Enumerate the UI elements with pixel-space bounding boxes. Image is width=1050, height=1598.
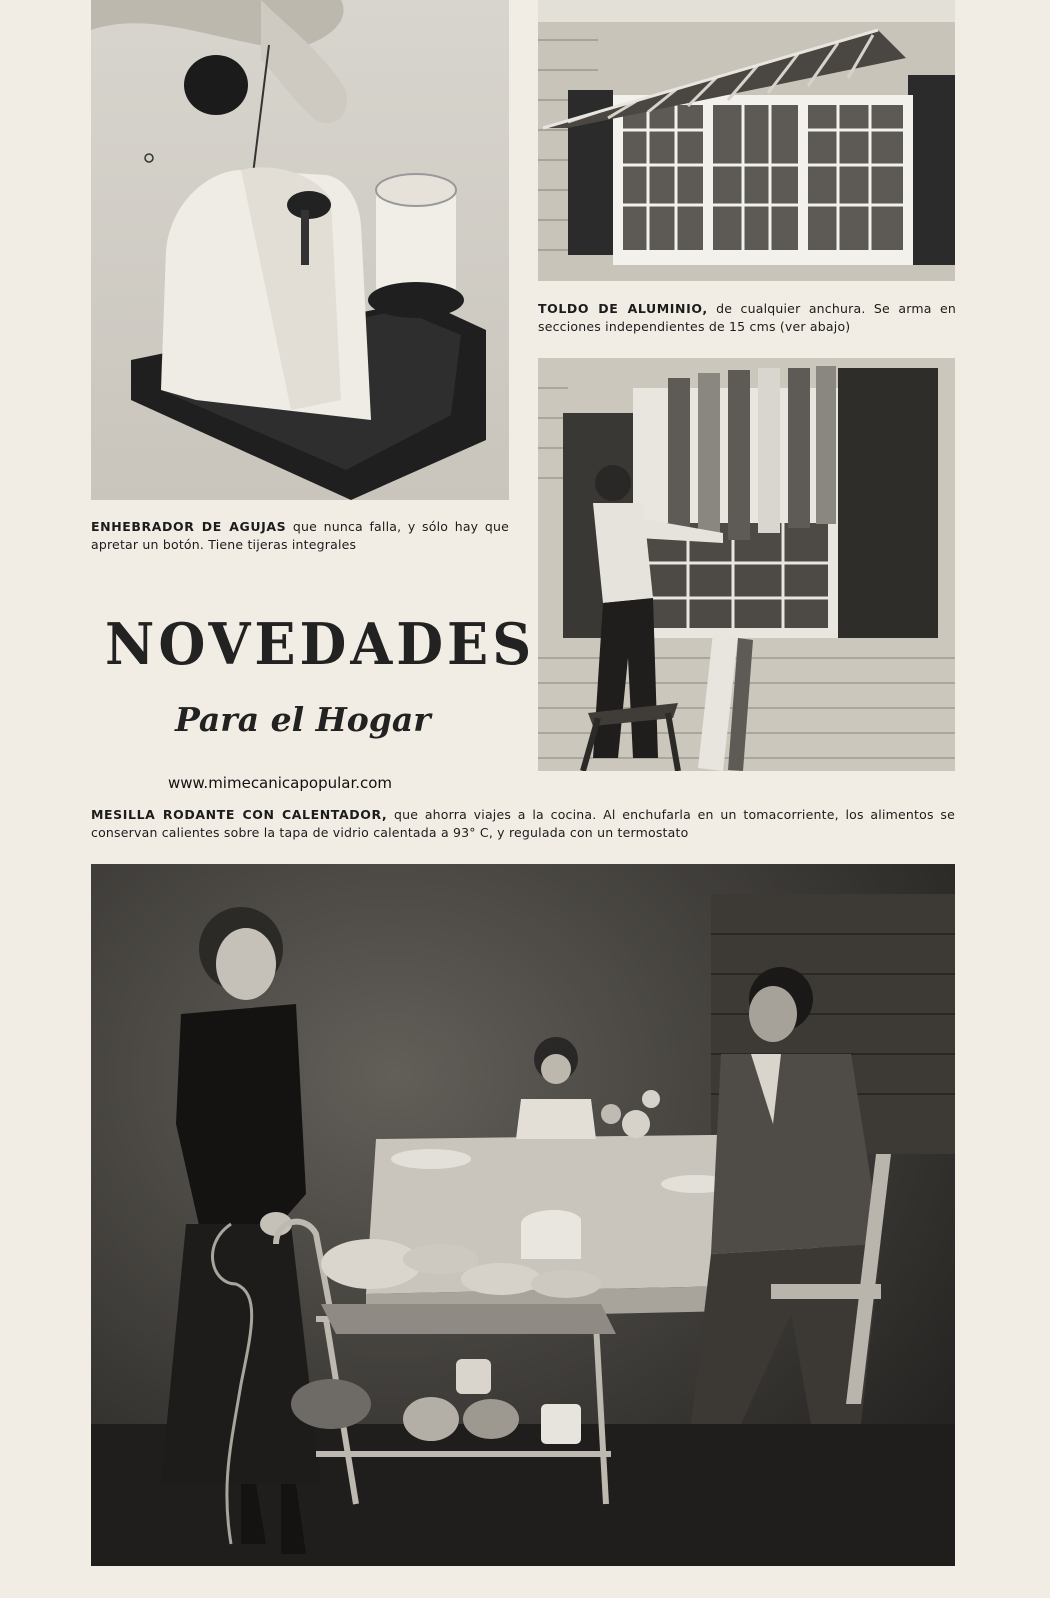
threader-caption	[91, 518, 509, 554]
page-title: NOVEDADES	[105, 610, 536, 678]
awning-caption-title: TOLDO DE ALUMINIO,	[538, 301, 708, 316]
cart-caption-text: que ahorra viajes a la cocina. Al enchufarla en un tomacorriente, los alimentos se conservan calientes sobre la tapa de vidrio calentada a 93° C, y regulada con un termostato	[91, 807, 955, 840]
cart-caption	[91, 806, 955, 842]
awning-caption-text: de cualquier anchura. Se arma en secciones independientes de 15 cms (ver abajo)	[538, 301, 956, 334]
threader-caption-text: que nunca falla, y sólo hay que apretar un botón. Tiene tijeras integrales	[91, 519, 509, 552]
source-url: www.mimecanicapopular.com	[168, 774, 393, 792]
needle-threader-photo	[91, 0, 509, 500]
family-dinner-cart-photo	[91, 864, 955, 1566]
awning-caption	[538, 300, 956, 336]
aluminum-awning-photo	[538, 0, 955, 281]
man-installing-awning-photo	[538, 358, 955, 771]
cart-caption-title: MESILLA RODANTE CON CALENTADOR,	[91, 807, 388, 822]
page-subtitle: Para el Hogar	[175, 700, 431, 739]
threader-caption-title: ENHEBRADOR DE AGUJAS	[91, 519, 287, 534]
